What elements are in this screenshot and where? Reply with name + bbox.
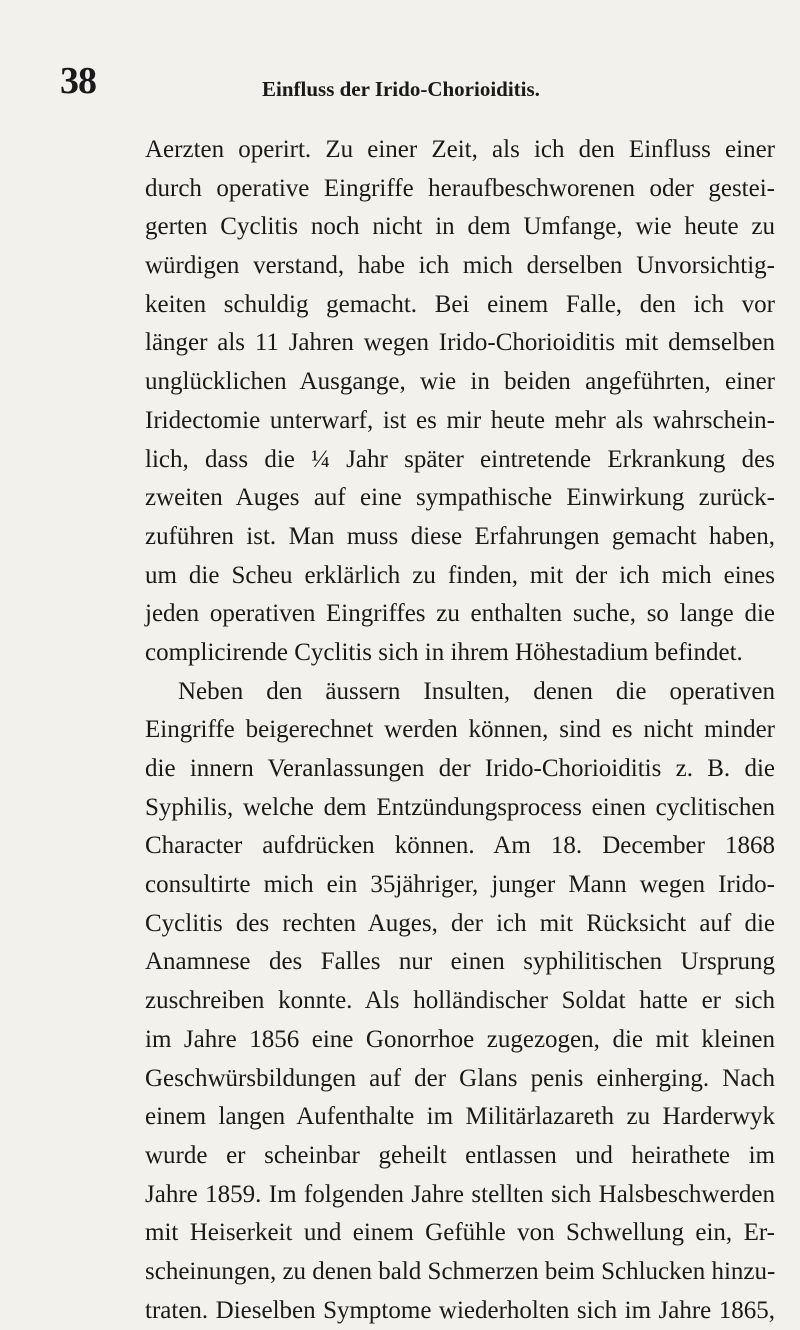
text-line: Eingriffe beigerechnet werden können, sind es nicht minder [145,716,775,744]
text-line: zuschreiben konnte. Als holländischer Soldat hatte er sich [145,987,775,1015]
text-line: länger als 11 Jahren wegen Irido-Chorioiditis mit demselben [145,329,775,357]
text-line: wurde er scheinbar geheilt entlassen und heirathete im [145,1141,775,1169]
text-line: zuführen ist. Man muss diese Erfahrungen gemacht haben, [145,522,775,550]
text-line: Aerzten operirt. Zu einer Zeit, als ich den Einfluss einer [145,136,775,163]
text-line: complicirende Cyclitis sich in ihrem Höhestadium befindet. [145,638,743,666]
text-line: keiten schuldig gemacht. Bei einem Falle, den ich vor [145,290,775,318]
body-text [145,131,775,1330]
text-line: einem langen Aufenthalte im Militärlazareth zu Harderwyk [145,1103,775,1131]
text-line: Anamnese des Falles nur einen syphilitischen Ursprung [145,948,775,976]
text-line: mit Heiserkeit und einem Gefühle von Schwellung ein, Er- [145,1219,775,1247]
text-line: consultirte mich ein 35jähriger, junger Mann wegen Irido- [145,871,775,899]
text-line: die innern Veranlassungen der Irido-Chorioiditis z. B. die [145,755,775,782]
text-line: lich, dass die ¼ Jahr später eintretende Erkrankung des [145,445,775,473]
text-line: traten. Dieselben Symptome wiederholten sich im Jahre 1865, [145,1296,775,1324]
paragraph-first-line: Neben den äussern Insulten, denen die operativen [178,677,775,705]
text-line: Cyclitis des rechten Auges, der ich mit Rücksicht auf die [145,909,775,937]
text-line: jeden operativen Eingriffes zu enthalten suche, so lange die [145,600,775,628]
text-line: Jahre 1859. Im folgenden Jahre stellten sich Halsbeschwerden [145,1180,775,1208]
text-line: würdigen verstand, habe ich mich derselben Unvorsichtig- [145,252,775,280]
page-number: 38 [60,60,96,102]
text-line: zweiten Auges auf eine sympathische Einwirkung zurück- [145,484,775,512]
text-line: Iridectomie unterwarf, ist es mir heute mehr als wahrschein- [145,406,775,434]
text-line: durch operative Eingriffe heraufbeschworenen oder gestei- [145,174,775,202]
text-line: scheinungen, zu denen bald Schmerzen beim Schlucken hinzu- [145,1257,776,1285]
text-line: Syphilis, welche dem Entzündungsprocess einen cyclitischen [145,793,775,821]
text-line: um die Scheu erklärlich zu finden, mit der ich mich eines [145,561,775,589]
text-line: im Jahre 1856 eine Gonorrhoe zugezogen, die mit kleinen [145,1025,775,1053]
text-line: Geschwürsbildungen auf der Glans penis einherging. Nach [145,1064,775,1092]
text-line: unglücklichen Ausgange, wie in beiden angeführten, einer [145,368,775,396]
running-head: Einfluss der Irido-Chorioiditis. [262,77,540,101]
text-line: gerten Cyclitis noch nicht in dem Umfange, wie heute zu [145,213,775,241]
text-line: Character aufdrücken können. Am 18. December 1868 [145,832,775,860]
